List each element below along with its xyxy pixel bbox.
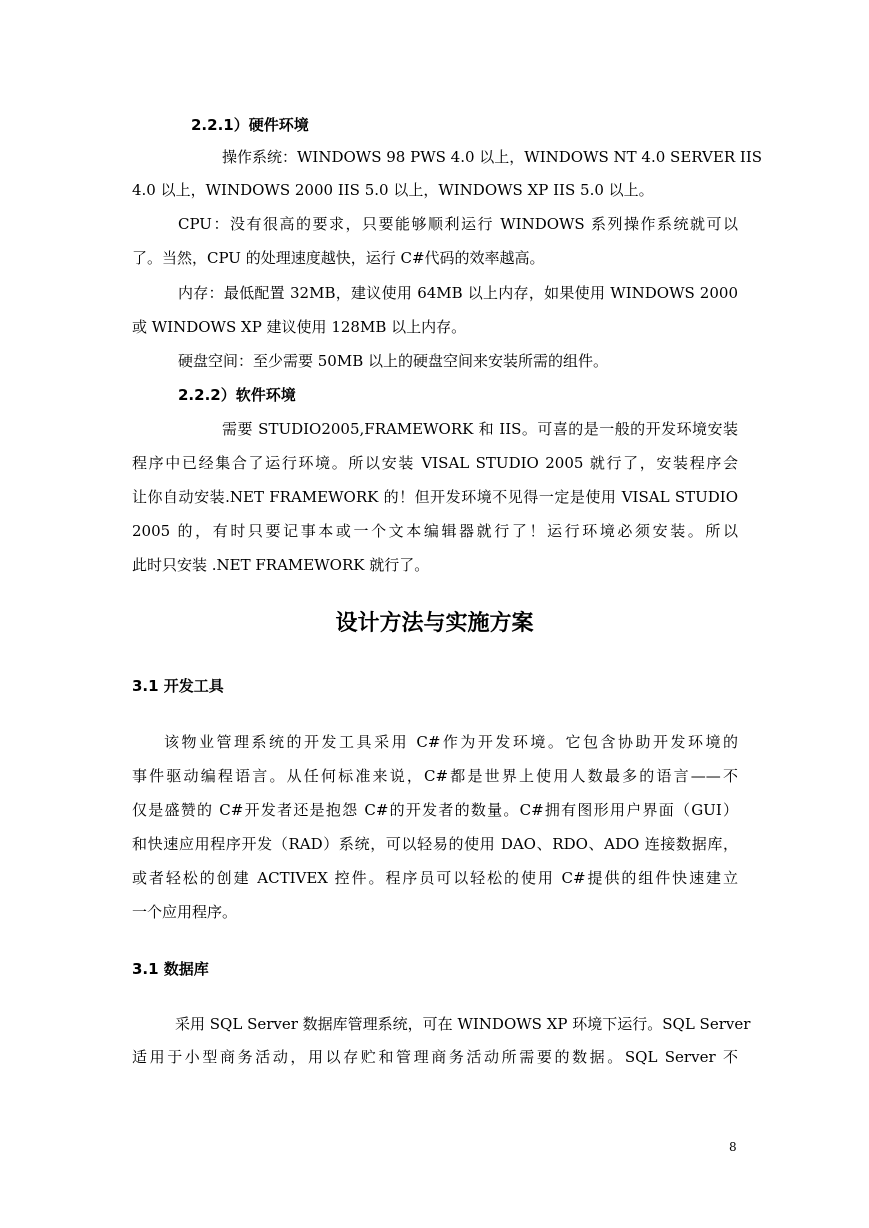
paragraph-line: 或 WINDOWS XP 建议使用 128MB 以上内存。 [132,318,467,336]
paragraph-line: 适用于小型商务活动，用以存贮和管理商务活动所需要的数据。SQL Server 不 [132,1048,738,1066]
chapter-title: 设计方法与实施方案 [335,611,534,636]
paragraph-line: 让你自动安装.NET FRAMEWORK 的！但开发环境不见得一定是使用 VISAL STUDIO [132,488,738,506]
paragraph-line: 2005 的，有时只要记事本或一个文本编辑器就行了！运行环境必须安装。所以 [132,522,738,540]
paragraph-line: 或者轻松的创建 ACTIVEX 控件。程序员可以轻松的使用 C#提供的组件快速建立 [132,869,738,887]
paragraph-line: 程序中已经集合了运行环境。所以安装 VISAL STUDIO 2005 就行了，安装程序会 [132,454,738,472]
paragraph-line: 硬盘空间：至少需要 50MB 以上的硬盘空间来安装所需的组件。 [178,352,609,370]
paragraph-line: 内存：最低配置 32MB，建议使用 64MB 以上内存，如果使用 WINDOWS 2000 [178,284,738,302]
paragraph-line: 4.0 以上，WINDOWS 2000 IIS 5.0 以上，WINDOWS XP IIS 5.0 以上。 [132,181,654,199]
heading-hardware: 2.2.1）硬件环境 [191,116,309,134]
paragraph-line: 操作系统：WINDOWS 98 PWS 4.0 以上，WINDOWS NT 4.0 SERVER IIS [222,148,763,166]
paragraph-line: CPU：没有很高的要求，只要能够顺利运行 WINDOWS 系列操作系统就可以 [178,215,738,233]
page-number: 8 [729,1140,737,1154]
paragraph-line: 事件驱动编程语言。从任何标准来说，C#都是世界上使用人数最多的语言——不 [132,767,738,785]
paragraph-line: 一个应用程序。 [132,903,238,921]
paragraph-line: 采用 SQL Server 数据库管理系统，可在 WINDOWS XP 环境下运行。SQL Server [175,1015,751,1033]
heading-database: 3.1 数据库 [132,960,209,978]
paragraph-line: 仅是盛赞的 C#开发者还是抱怨 C#的开发者的数量。C#拥有图形用户界面（GUI） [132,801,738,819]
heading-software: 2.2.2）软件环境 [178,386,296,404]
paragraph-line: 此时只安装 .NET FRAMEWORK 就行了。 [132,556,430,574]
paragraph-line: 需要 STUDIO2005,FRAMEWORK 和 IIS。可喜的是一般的开发环境安装 [222,420,738,438]
paragraph-line: 和快速应用程序开发（RAD）系统，可以轻易的使用 DAO、RDO、ADO 连接数据库， [132,835,738,853]
heading-devtools: 3.1 开发工具 [132,677,224,695]
paragraph-line: 了。当然，CPU 的处理速度越快，运行 C#代码的效率越高。 [132,249,545,267]
paragraph-line: 该物业管理系统的开发工具采用 C#作为开发环境。它包含协助开发环境的 [164,733,738,751]
